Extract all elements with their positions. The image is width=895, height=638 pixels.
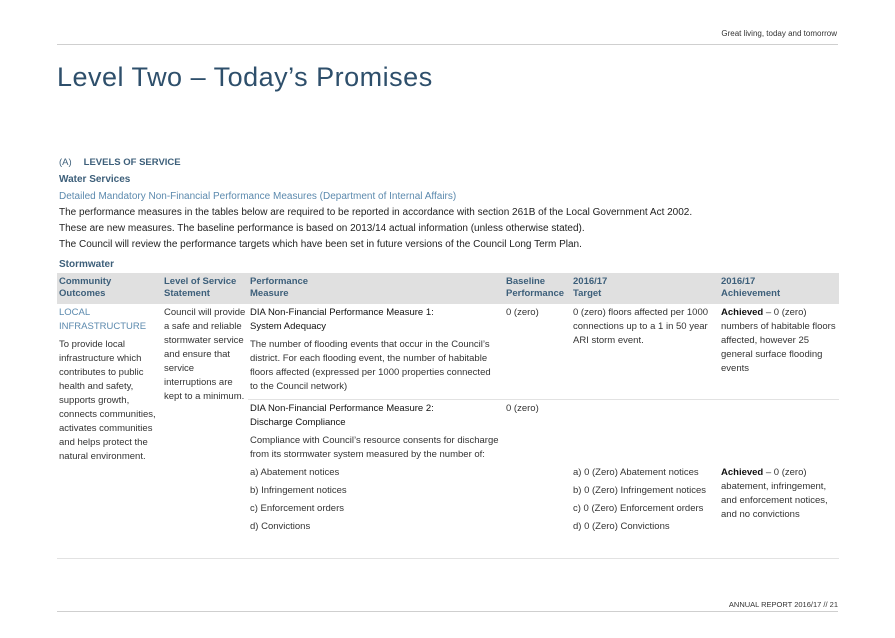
measure2-achievement-text: – 0 (zero) abatement, infringement, and enforcement notices, and no convictions xyxy=(721,467,828,520)
measure1-description: The number of flooding events that occur in the Council’s district. For each flooding event, the number of habitable floors affected (expressed per 1000 properties connected to the Council network) xyxy=(250,339,491,392)
header-divider xyxy=(57,44,838,45)
measure1-achieved-label: Achieved xyxy=(721,307,764,318)
measure2-target-c: c) 0 (Zero) Enforcement orders xyxy=(573,503,704,514)
section-name: LEVELS OF SERVICE xyxy=(83,157,181,168)
measure2-item-a: a) Abatement notices xyxy=(250,467,340,478)
measure2-description: Compliance with Council’s resource consents for discharge from its stormwater system measured by the number of: xyxy=(250,435,499,460)
header-community-outcomes: Community Outcomes xyxy=(59,276,112,299)
table-header xyxy=(57,273,839,304)
measure2-target-a: a) 0 (Zero) Abatement notices xyxy=(573,467,699,478)
header-baseline: Baseline Performance xyxy=(506,276,565,299)
measure2-title-line2: Discharge Compliance xyxy=(250,417,346,428)
section-letter: (A) xyxy=(59,157,72,168)
page-title: Level Two – Today’s Promises xyxy=(57,62,433,92)
section-heading xyxy=(59,157,181,168)
measure2-baseline: 0 (zero) xyxy=(506,403,539,414)
header-achievement: 2016/17 Achievement xyxy=(721,276,781,299)
water-services-heading: Water Services xyxy=(59,174,131,185)
measure1-baseline: 0 (zero) xyxy=(506,307,539,318)
header-performance-measure: Performance Measure xyxy=(250,276,309,299)
measures-title: Detailed Mandatory Non-Financial Performance Measures (Department of Internal Affairs) xyxy=(59,191,457,202)
measure1-achievement-text: – 0 (zero) numbers of habitable floors affected, however 25 general surface flooding events xyxy=(721,307,836,374)
measure2-title-line1: DIA Non-Financial Performance Measure 2: xyxy=(250,403,434,414)
header-target: 2016/17 Target xyxy=(573,276,608,299)
intro-line-3: The Council will review the performance targets which have been set in future versions of the Council Long Term Plan. xyxy=(59,239,582,250)
measure2-target-b: b) 0 (Zero) Infringement notices xyxy=(573,485,707,496)
footer-divider xyxy=(57,611,838,612)
measure2-target-d: d) 0 (Zero) Convictions xyxy=(573,521,670,532)
table-bottom-divider xyxy=(57,558,839,559)
los-text: Council will provide a safe and reliable stormwater service and ensure that service interruptions are kept to a minimum. xyxy=(164,307,246,402)
measure2-item-b: b) Infringement notices xyxy=(250,485,347,496)
measure2-achieved-label: Achieved xyxy=(721,467,764,478)
measure2-achievement xyxy=(721,466,839,522)
measure1-target: 0 (zero) floors affected per 1000 connections up to a 1 in 50 year ARI storm event. xyxy=(573,307,709,346)
header-tagline: Great living, today and tomorrow xyxy=(721,29,837,38)
measure2-title xyxy=(250,402,490,430)
community-title: LOCAL INFRASTRUCTURE xyxy=(59,307,147,332)
stormwater-heading: Stormwater xyxy=(59,259,115,270)
measure2-item-d: d) Convictions xyxy=(250,521,311,532)
measure1-achievement xyxy=(721,306,839,376)
measure2-item-c: c) Enforcement orders xyxy=(250,503,344,514)
header-level-of-service: Level of Service Statement xyxy=(164,276,237,299)
row-divider xyxy=(248,399,839,400)
measure1-title xyxy=(250,306,490,334)
intro-line-1: The performance measures in the tables below are required to be reported in accordance with section 261B of the Local Government Act 2002. xyxy=(59,207,693,218)
measure1-title-line2: System Adequacy xyxy=(250,321,327,332)
community-text: To provide local infrastructure which contributes to public health and safety, supports growth, connects communities, activates communities and helps protect the natural environment. xyxy=(59,339,156,462)
intro-line-2: These are new measures. The baseline performance is based on 2013/14 actual information (unless otherwise stated). xyxy=(59,223,585,234)
footer-page-label: ANNUAL REPORT 2016/17 // 21 xyxy=(728,600,838,609)
measure1-title-line1: DIA Non-Financial Performance Measure 1: xyxy=(250,307,434,318)
